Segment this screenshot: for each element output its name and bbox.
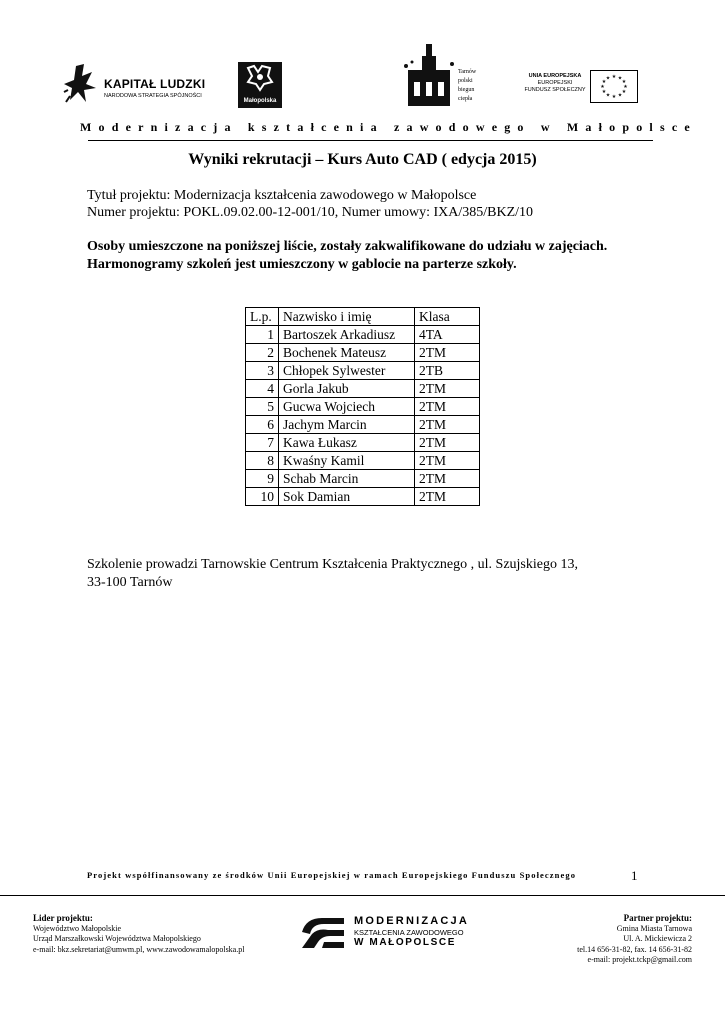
row-lp: 1 bbox=[246, 326, 279, 344]
row-class: 2TM bbox=[415, 398, 480, 416]
malopolska-emblem-icon bbox=[238, 62, 282, 94]
malopolska-label: Małopolska bbox=[243, 98, 277, 104]
row-class: 2TM bbox=[415, 344, 480, 362]
svg-text:★: ★ bbox=[617, 75, 623, 82]
leader-line: Województwo Małopolskie bbox=[33, 923, 122, 933]
table-row bbox=[246, 326, 480, 344]
partner-line: Ul. A. Mickiewicza 2 bbox=[623, 934, 692, 943]
modernizacja-emblem-icon bbox=[298, 912, 348, 952]
svg-text:★: ★ bbox=[601, 89, 607, 95]
table-row bbox=[246, 344, 480, 362]
row-class: 2TM bbox=[415, 380, 480, 398]
table-row bbox=[246, 488, 480, 506]
footer-logo-line-1: MODERNIZACJA bbox=[354, 915, 470, 927]
row-class: 2TM bbox=[415, 416, 480, 434]
header-lp: L.p. bbox=[246, 308, 279, 326]
row-lp: 7 bbox=[246, 434, 279, 452]
modernizacja-logo bbox=[298, 912, 468, 952]
svg-text:★: ★ bbox=[617, 92, 623, 99]
table-row bbox=[246, 416, 480, 434]
training-info-line-2: 33-100 Tarnów bbox=[87, 575, 173, 590]
partner-heading: Partner projektu: bbox=[623, 913, 692, 923]
row-lp: 2 bbox=[246, 344, 279, 362]
svg-text:★: ★ bbox=[611, 74, 617, 80]
results-table bbox=[245, 307, 480, 506]
partner-line: Gmina Miasta Tarnowa bbox=[616, 923, 692, 933]
row-name: Gorla Jakub bbox=[279, 380, 415, 398]
row-name: Bochenek Mateusz bbox=[279, 344, 415, 362]
table-row bbox=[246, 380, 480, 398]
svg-text:★: ★ bbox=[605, 92, 611, 99]
table-row bbox=[246, 470, 480, 488]
svg-text:★: ★ bbox=[605, 75, 611, 82]
table-row bbox=[246, 362, 480, 380]
kapital-ludzki-emblem-icon bbox=[62, 62, 102, 108]
row-name: Sok Damian bbox=[279, 488, 415, 506]
row-name: Gucwa Wojciech bbox=[279, 398, 415, 416]
row-class: 2TM bbox=[415, 452, 480, 470]
svg-text:★: ★ bbox=[611, 94, 617, 100]
header-divider bbox=[88, 140, 653, 141]
row-lp: 5 bbox=[246, 398, 279, 416]
row-name: Kawa Łukasz bbox=[279, 434, 415, 452]
row-name: Bartoszek Arkadiusz bbox=[279, 326, 415, 344]
row-name: Kwaśny Kamil bbox=[279, 452, 415, 470]
project-leader bbox=[33, 913, 244, 955]
eu-flag-icon bbox=[590, 70, 638, 103]
row-name: Jachym Marcin bbox=[279, 416, 415, 434]
row-class: 4TA bbox=[415, 326, 480, 344]
table-row bbox=[246, 434, 480, 452]
footer-logo-line-2: KSZTAŁCENIA ZAWODOWEGO bbox=[354, 928, 464, 937]
table-row bbox=[246, 398, 480, 416]
leader-line: e-mail: bkz.sekretariat@umwm.pl, www.zawodowamalopolska.pl bbox=[33, 944, 245, 954]
svg-text:★: ★ bbox=[601, 79, 607, 85]
partner-line: e-mail: projekt.tckp@gmail.com bbox=[587, 955, 692, 964]
tarnow-slogan: Tarnów polski biegun ciepła bbox=[458, 69, 477, 102]
row-lp: 3 bbox=[246, 362, 279, 380]
cofinance-note: Projekt współfinansowany ze środków Unii Europejskiej w ramach Europejskiego Funduszu Społecznego bbox=[87, 870, 577, 880]
eu-logo bbox=[520, 70, 640, 102]
header-name: Nazwisko i imię bbox=[279, 308, 415, 326]
kapital-ludzki-subtitle: NARODOWA STRATEGIA SPÓJNOŚCI bbox=[104, 93, 202, 99]
row-lp: 10 bbox=[246, 488, 279, 506]
eu-text: UNIA EUROPEJSKA EUROPEJSKI FUNDUSZ SPOŁECZNY bbox=[524, 73, 586, 93]
project-number: Numer projektu: POKL.09.02.00-12-001/10, Numer umowy: IXA/385/BKZ/10 bbox=[87, 205, 534, 220]
row-class: 2TM bbox=[415, 470, 480, 488]
footer-logo-line-3: W MAŁOPOLSCE bbox=[354, 937, 456, 948]
row-class: 2TB bbox=[415, 362, 480, 380]
table-row bbox=[246, 452, 480, 470]
leader-line: Urząd Marszałkowski Województwa Małopolskiego bbox=[33, 934, 201, 943]
partner-line: tel.14 656-31-82, fax. 14 656-31-82 bbox=[577, 944, 692, 954]
footer-divider bbox=[0, 895, 725, 896]
svg-text:★: ★ bbox=[600, 84, 605, 90]
row-name: Chłopek Sylwester bbox=[279, 362, 415, 380]
kapital-ludzki-logo bbox=[62, 62, 212, 108]
svg-text:★: ★ bbox=[621, 89, 627, 95]
tarnow-town-hall-icon bbox=[402, 42, 458, 110]
malopolska-logo bbox=[238, 62, 282, 108]
row-lp: 9 bbox=[246, 470, 279, 488]
kapital-ludzki-title: KAPITAŁ LUDZKI bbox=[104, 77, 206, 91]
header-class: Klasa bbox=[415, 308, 480, 326]
row-class: 2TM bbox=[415, 488, 480, 506]
page-number: 1 bbox=[631, 868, 638, 883]
row-name: Schab Marcin bbox=[279, 470, 415, 488]
svg-text:★: ★ bbox=[621, 79, 627, 85]
row-class: 2TM bbox=[415, 434, 480, 452]
row-lp: 4 bbox=[246, 380, 279, 398]
leader-heading: Lider projektu: bbox=[33, 913, 93, 923]
notice-line-1: Osoby umieszczone na poniższej liście, zostały zakwalifikowane do udziału w zajęciach. bbox=[87, 239, 608, 254]
table-header-row bbox=[246, 308, 480, 326]
header-motto: Modernizacja kształcenia zawodowego w Małopolsce bbox=[80, 120, 697, 134]
svg-text:★: ★ bbox=[623, 84, 628, 90]
document-title: Wyniki rekrutacji – Kurs Auto CAD ( edycja 2015) bbox=[188, 151, 537, 168]
project-partner bbox=[520, 913, 692, 966]
project-title: Tytuł projektu: Modernizacja kształcenia zawodowego w Małopolsce bbox=[87, 188, 477, 203]
training-info-line-1: Szkolenie prowadzi Tarnowskie Centrum Kształcenia Praktycznego , ul. Szujskiego 13, bbox=[87, 557, 578, 572]
tarnow-logo bbox=[402, 42, 492, 110]
row-lp: 8 bbox=[246, 452, 279, 470]
notice-line-2: Harmonogramy szkoleń jest umieszczony w gablocie na parterze szkoły. bbox=[87, 257, 517, 272]
row-lp: 6 bbox=[246, 416, 279, 434]
